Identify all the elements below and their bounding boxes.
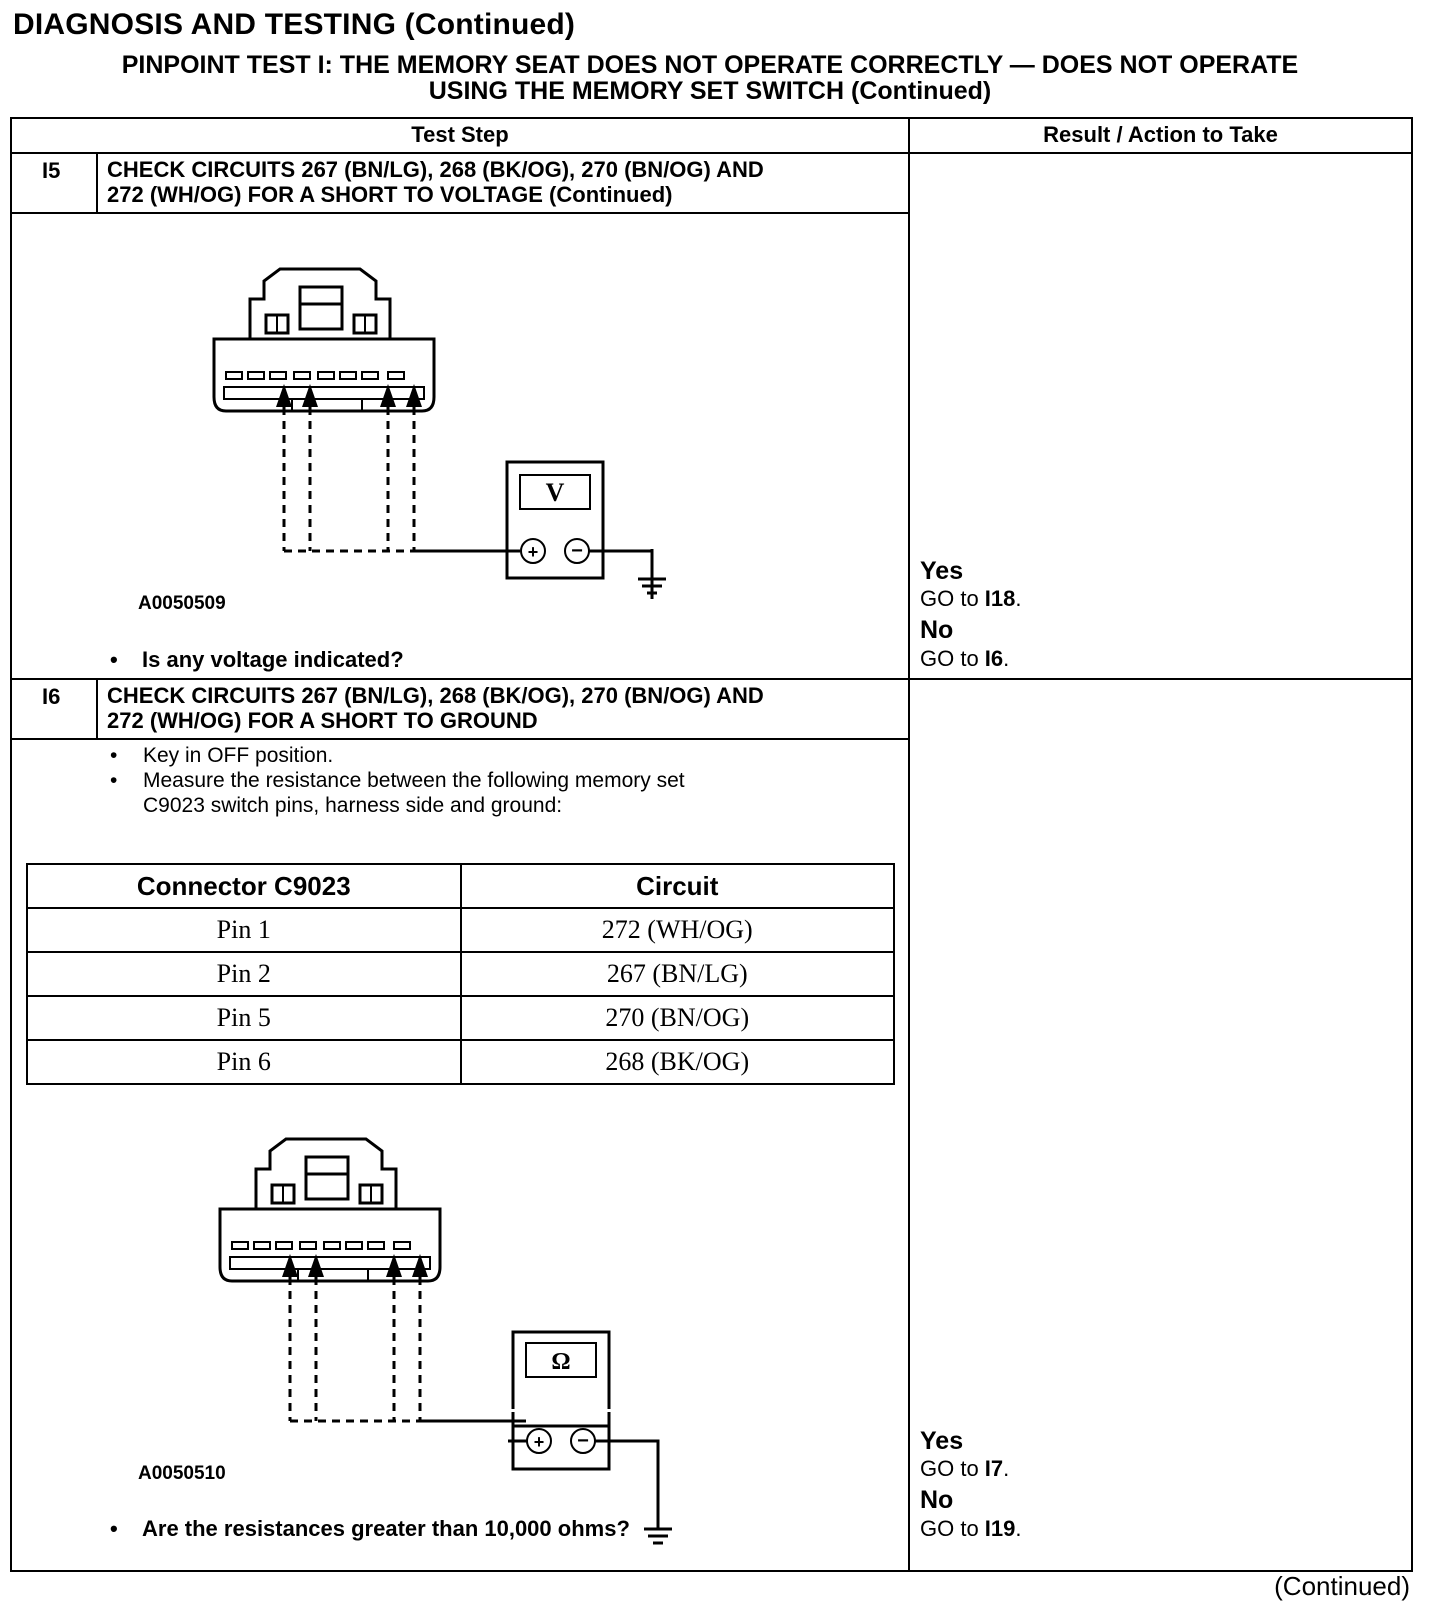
goto-step-link[interactable]: I6 — [984, 646, 1004, 671]
connector-pin-table — [26, 863, 895, 1085]
step-title-line: 272 (WH/OG) FOR A SHORT TO VOLTAGE (Continued) — [107, 182, 673, 207]
step-title — [107, 157, 764, 207]
action-text: GO to — [920, 586, 985, 611]
step-title-line: CHECK CIRCUITS 267 (BN/LG), 268 (BK/OG), 270 (BN/OG) AND — [107, 157, 764, 182]
page-title: DIAGNOSIS AND TESTING (Continued) — [13, 8, 576, 41]
pin-cell: Pin 1 — [27, 908, 461, 952]
no-label: No — [920, 616, 954, 644]
no-label: No — [920, 1486, 954, 1514]
goto-step-link[interactable]: I19 — [984, 1516, 1016, 1541]
circuit-cell: 267 (BN/LG) — [461, 952, 895, 996]
column-header-test-step: Test Step — [411, 122, 509, 147]
table-row — [27, 952, 894, 996]
action-text: GO to — [920, 1456, 985, 1481]
pinpoint-title-line2: USING THE MEMORY SET SWITCH (Continued) — [428, 77, 992, 105]
figure-id: A0050509 — [138, 593, 226, 614]
step-id: I5 — [42, 158, 61, 183]
table-row — [27, 996, 894, 1040]
svg-text:+: + — [533, 1432, 545, 1452]
svg-text:−: − — [571, 540, 583, 562]
instruction-bullet — [110, 768, 685, 818]
pin-cell: Pin 6 — [27, 1040, 461, 1084]
bullet: • — [110, 647, 118, 672]
instruction-bullet — [110, 743, 334, 768]
voltmeter-connector-diagram — [202, 259, 682, 599]
column-divider — [908, 119, 910, 1570]
step-title-divider — [12, 212, 908, 214]
test-step-table — [10, 117, 1413, 1572]
step-id-divider — [96, 680, 98, 740]
bullet: • — [110, 1516, 118, 1541]
pin-cell: Pin 5 — [27, 996, 461, 1040]
step-question — [110, 1516, 630, 1542]
goto-step-link[interactable]: I7 — [984, 1456, 1004, 1481]
svg-text:−: − — [577, 1430, 589, 1452]
step-question — [110, 647, 404, 673]
ohmmeter-connector-diagram — [208, 1129, 688, 1429]
pinpoint-test-title — [20, 52, 1400, 104]
instruction-text: Measure the resistance between the following memory set — [143, 769, 685, 792]
circuit-cell: 272 (WH/OG) — [461, 908, 895, 952]
column-header-result: Result / Action to Take — [1043, 122, 1278, 147]
table-row — [27, 908, 894, 952]
question-text: Is any voltage indicated? — [142, 647, 404, 672]
step-title — [107, 683, 764, 733]
yes-action: GO to I7. — [920, 1456, 1010, 1481]
yes-action: GO to I18. — [920, 586, 1022, 611]
yes-label: Yes — [920, 557, 964, 585]
instruction-text: Key in OFF position. — [143, 744, 334, 767]
goto-step-link[interactable]: I18 — [984, 586, 1016, 611]
meter-symbol: Ω — [551, 1349, 571, 1375]
step-id-divider — [96, 154, 98, 214]
step-row-divider — [12, 678, 1411, 680]
header-divider — [12, 152, 1411, 154]
instruction-text: C9023 switch pins, harness side and ground: — [143, 794, 563, 817]
no-action: GO to I6. — [920, 646, 1010, 671]
bullet: • — [110, 744, 118, 767]
step-title-line: CHECK CIRCUITS 267 (BN/LG), 268 (BK/OG), 270 (BN/OG) AND — [107, 683, 764, 708]
yes-label: Yes — [920, 1427, 964, 1455]
meter-symbol: V — [545, 478, 565, 507]
step-title-line: 272 (WH/OG) FOR A SHORT TO GROUND — [107, 708, 538, 733]
circuit-cell: 270 (BN/OG) — [461, 996, 895, 1040]
table-row — [27, 1040, 894, 1084]
bullet: • — [110, 769, 118, 792]
column-header-circuit: Circuit — [461, 864, 895, 908]
svg-text:+: + — [527, 542, 539, 562]
table-header-row — [27, 864, 894, 908]
step-id: I6 — [42, 684, 61, 709]
pinpoint-title-line1: PINPOINT TEST I: THE MEMORY SEAT DOES NOT OPERATE CORRECTLY — DOES NOT OPERATE — [121, 51, 1299, 79]
step-title-divider — [12, 738, 908, 740]
question-text: Are the resistances greater than 10,000 ohms? — [142, 1516, 630, 1541]
action-text: GO to — [920, 1516, 985, 1541]
figure-id: A0050510 — [138, 1463, 226, 1484]
column-header-connector: Connector C9023 — [27, 864, 461, 908]
ohmmeter-probes — [508, 1409, 688, 1579]
pin-cell: Pin 2 — [27, 952, 461, 996]
continued-label: (Continued) — [1274, 1571, 1410, 1601]
ground-icon — [632, 549, 672, 609]
action-text: GO to — [920, 646, 985, 671]
circuit-cell: 268 (BK/OG) — [461, 1040, 895, 1084]
no-action: GO to I19. — [920, 1516, 1022, 1541]
